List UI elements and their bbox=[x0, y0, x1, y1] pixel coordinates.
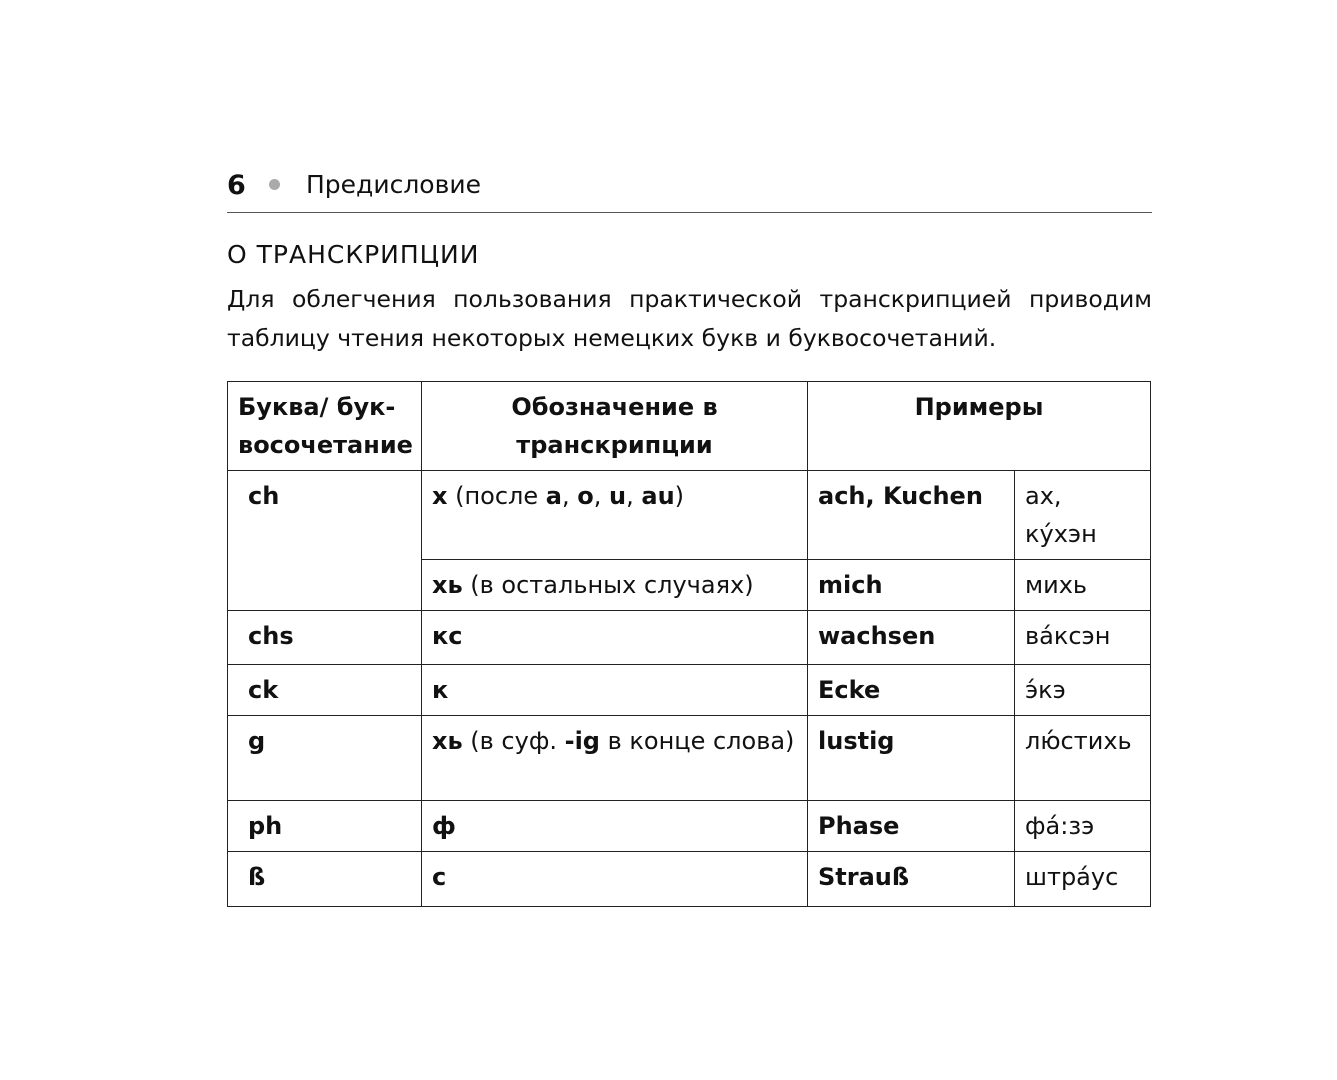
intro-paragraph: Для облегчения пользования практической транскрипцией приводим таблицу чтения некоторых немецких букв и буквосочетаний. bbox=[227, 285, 1152, 352]
reading-cell: фа́:зэ bbox=[1015, 801, 1151, 852]
table-row bbox=[228, 611, 1151, 665]
transcription-fragment: , bbox=[626, 482, 642, 510]
transcription-fragment: кс bbox=[432, 622, 463, 650]
example-cell: Phase bbox=[808, 801, 1015, 852]
transcription-cell bbox=[422, 801, 808, 852]
transcription-cell bbox=[422, 471, 808, 560]
table-row bbox=[228, 471, 1151, 560]
example-cell: wachsen bbox=[808, 611, 1015, 665]
transcription-fragment: ) bbox=[674, 482, 685, 510]
page-number: 6 bbox=[227, 170, 246, 201]
table-row bbox=[228, 852, 1151, 907]
example-cell: ach, Kuchen bbox=[808, 471, 1015, 560]
reading-cell: штра́ус bbox=[1015, 852, 1151, 907]
reading-cell: михь bbox=[1015, 560, 1151, 611]
transcription-fragment: au bbox=[641, 482, 675, 510]
transcription-fragment: хь bbox=[432, 571, 463, 599]
example-cell: mich bbox=[808, 560, 1015, 611]
transcription-fragment: o bbox=[577, 482, 594, 510]
letter-cell: chs bbox=[228, 611, 422, 665]
running-header bbox=[227, 170, 1152, 213]
transcription-table bbox=[227, 381, 1151, 907]
transcription-fragment: (в суф. bbox=[462, 727, 565, 755]
transcription-fragment: ф bbox=[432, 812, 456, 840]
bullet-separator bbox=[269, 179, 280, 190]
transcription-fragment: -ig bbox=[564, 727, 600, 755]
section-heading: О ТРАНСКРИПЦИИ bbox=[227, 240, 480, 269]
reading-cell: э́кэ bbox=[1015, 665, 1151, 716]
header-transcription: Обозначение в транскрипции bbox=[422, 382, 808, 471]
transcription-fragment: a bbox=[545, 482, 562, 510]
example-cell: lustig bbox=[808, 716, 1015, 801]
example-cell: Strauß bbox=[808, 852, 1015, 907]
example-cell: Ecke bbox=[808, 665, 1015, 716]
letter-cell: ch bbox=[228, 471, 422, 611]
transcription-fragment: (после bbox=[447, 482, 546, 510]
transcription-cell bbox=[422, 716, 808, 801]
transcription-fragment: (в остальных случаях) bbox=[462, 571, 754, 599]
table-row bbox=[228, 665, 1151, 716]
letter-cell: g bbox=[228, 716, 422, 801]
letter-cell: ck bbox=[228, 665, 422, 716]
table-row bbox=[228, 801, 1151, 852]
transcription-fragment: хь bbox=[432, 727, 463, 755]
transcription-cell bbox=[422, 852, 808, 907]
letter-cell: ß bbox=[228, 852, 422, 907]
transcription-cell bbox=[422, 665, 808, 716]
header-examples: Примеры bbox=[808, 382, 1151, 471]
table-row bbox=[228, 716, 1151, 801]
transcription-fragment: , bbox=[561, 482, 578, 510]
section-title: Предисловие bbox=[306, 170, 481, 199]
transcription-fragment: u bbox=[609, 482, 627, 510]
transcription-fragment: , bbox=[593, 482, 610, 510]
letter-cell: ph bbox=[228, 801, 422, 852]
reading-cell: ва́ксэн bbox=[1015, 611, 1151, 665]
transcription-fragment: х bbox=[432, 482, 448, 510]
transcription-fragment: в конце слова) bbox=[599, 727, 795, 755]
transcription-cell bbox=[422, 611, 808, 665]
reading-cell: лю́стихь bbox=[1015, 716, 1151, 801]
reading-cell: ах, ку́хэн bbox=[1015, 471, 1151, 560]
transcription-fragment: с bbox=[432, 863, 447, 891]
transcription-fragment: к bbox=[432, 676, 449, 704]
header-letter: Буква/ бук-восочетание bbox=[228, 382, 422, 471]
transcription-cell bbox=[422, 560, 808, 611]
